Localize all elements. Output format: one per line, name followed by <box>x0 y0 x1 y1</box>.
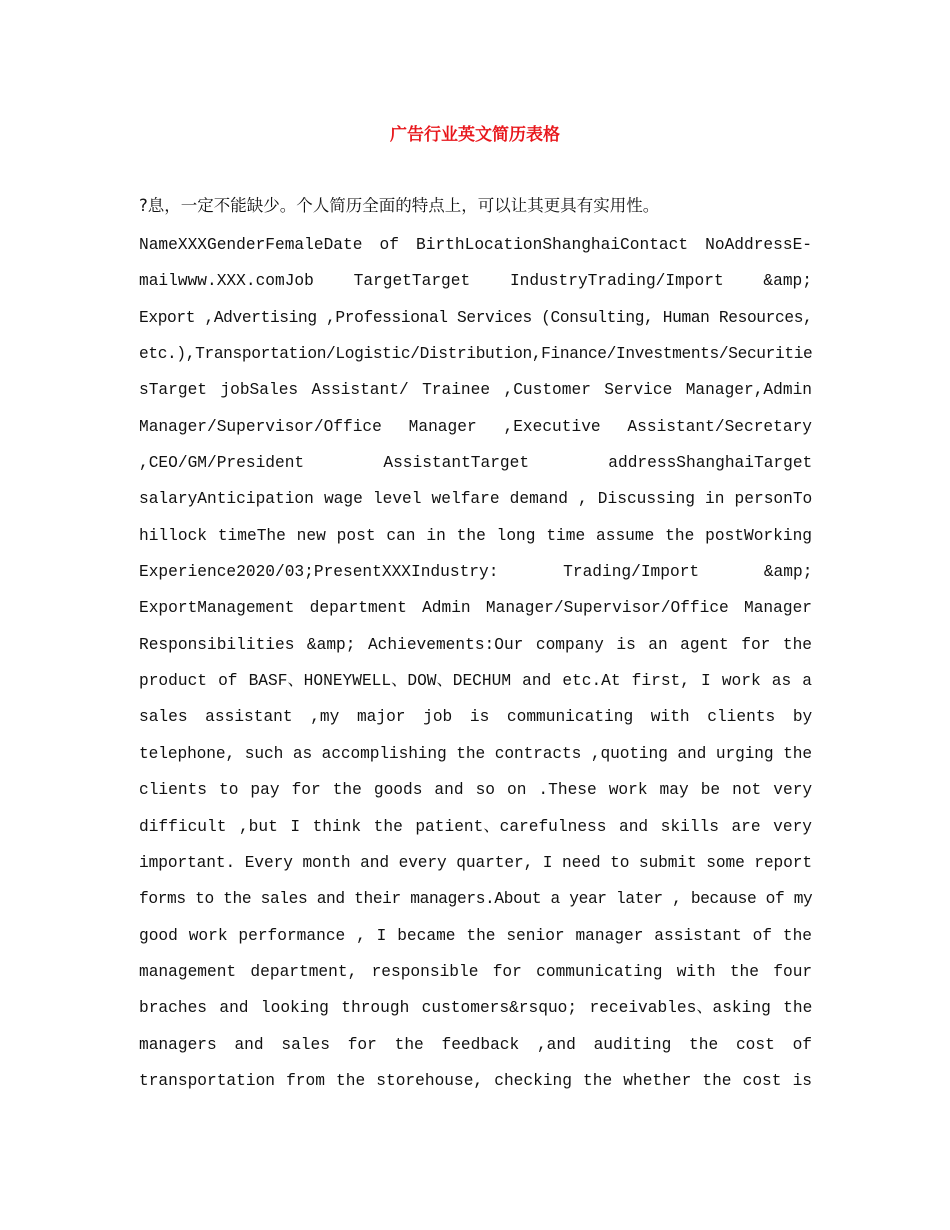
body-line: Responsibilities &amp; Achievements:Our company is an agent for the <box>139 635 812 654</box>
body-line: product of BASF、HONEYWELL、DOW、DECHUM and etc.At first, I work as a <box>139 672 812 691</box>
body-line: management department, responsible for communicating with the four <box>139 962 812 981</box>
body-line: Export ,Advertising ,Professional Services (Consulting, Human Resources, <box>139 308 812 327</box>
body-line: Manager/Supervisor/Office Manager ,Executive Assistant/Secretary <box>139 417 812 436</box>
body-line: ,CEO/GM/President AssistantTarget addressShanghaiTarget <box>139 454 812 473</box>
body-line: etc.),Transportation/Logistic/Distribution,Finance/Investments/Securitie <box>139 345 812 364</box>
body-line: transportation from the storehouse, checking the whether the cost is <box>139 1071 812 1090</box>
document-title: 广告行业英文简历表格 <box>390 125 560 145</box>
body-line: clients to pay for the goods and so on .These work may be not very <box>139 781 812 800</box>
body-line: good work performance , I became the senior manager assistant of the <box>139 926 812 945</box>
body-line: difficult ,but I think the patient、carefulness and skills are very <box>139 817 812 836</box>
body-line: ExportManagement department Admin Manager/Supervisor/Office Manager <box>139 599 812 618</box>
body-line: sTarget jobSales Assistant/ Trainee ,Customer Service Manager,Admin <box>139 381 812 400</box>
body-line: braches and looking through customers&rsquo; receivables、asking the <box>139 999 812 1018</box>
body-line: telephone, such as accomplishing the contracts ,quoting and urging the <box>139 744 812 763</box>
body-line: forms to the sales and their managers.About a year later , because of my <box>139 890 812 909</box>
body-line: NameXXXGenderFemaleDate of BirthLocationShanghaiContact NoAddressE- <box>139 236 812 254</box>
body-line: Experience2020/03;PresentXXXIndustry: Trading/Import &amp; <box>139 563 812 582</box>
body-line: important. Every month and every quarter, I need to submit some report <box>139 853 812 872</box>
body-line: hillock timeThe new post can in the long time assume the postWorking <box>139 526 812 545</box>
body-line: salaryAnticipation wage level welfare demand , Discussing in personTo <box>139 490 812 509</box>
body-line: sales assistant ,my major job is communicating with clients by <box>139 708 812 727</box>
intro-paragraph: ?息，一定不能缺少。个人简历全面的特点上，可以让其更具有实用性。 <box>139 196 660 215</box>
body-line: mailwww.XXX.comJob TargetTarget IndustryTrading/Import &amp; <box>139 272 812 291</box>
body-line: managers and sales for the feedback ,and auditing the cost of <box>139 1035 812 1054</box>
resume-body-text <box>139 227 812 1099</box>
